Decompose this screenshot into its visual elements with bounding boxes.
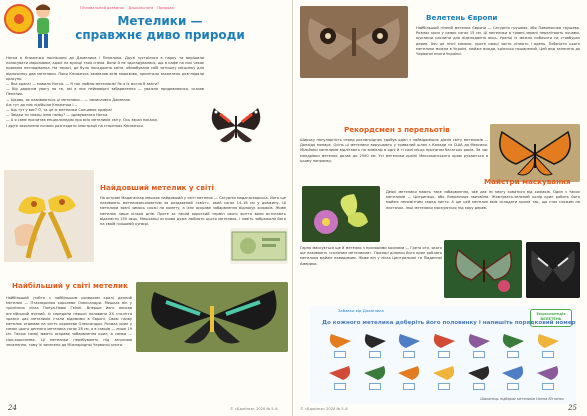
quiz-cell [359,332,391,358]
answer-box[interactable] [473,383,485,390]
butterfly-half-icon [468,334,490,348]
section-text-glasswing: Гарно маскується ще й метелик з прозорими крилами — Грета ото, якого ще називають «скляним метеликом». Прозорі ділянки його крил роблять метелика майже невидимим. Живе він у лісах Центральної та Південної Америки. [300,246,442,266]
intro-paragraph: — Звідки ти знаєш їхню назву? — здивувалася Нотка. [6,113,109,118]
intro-paragraph: Аж тут до них підійшла Книжечка і… [6,102,78,107]
red-admiral-butterfly-image [206,102,266,150]
answer-box[interactable] [438,383,450,390]
title-line-2: справжнє диво природи [75,28,245,42]
emperor-moth-photo [300,6,408,78]
butterfly-half-icon [468,366,490,380]
quiz-heading: До кожного метелика доберіть його половинку і напишіть порядковий номер [322,320,576,326]
banknote-image [230,228,288,264]
comet-moth-photo [4,170,94,262]
footer-copyright: © «Бджілка» 2020 № 5–6 [300,407,348,411]
quiz-panel [310,306,576,404]
answer-box[interactable] [403,351,415,358]
section-text-migration: Широку популярність серед рослиноїдних здобув один з найвідоміших діячів світу метеликів — Данаїда монарх. Осінь ці метелики вирушають у тривалий шлях з Канади та США до Мексики. Мільйони метеликів відлітають на зимівлю в одні й ті самі місця протягом багатьох років. За час мандрівки метелик долає до 2500 км. Усі метелики країні Мексиканського краю рухаються в цьому напрямку. [300,138,488,163]
quiz-cell [497,332,529,358]
section-title-longest: Найдовший метелик у світі [100,183,214,192]
quiz-row-bottom [324,364,564,394]
breadcrumb-item[interactable]: Дошкільнята [128,6,154,10]
cartoon-kid-illustration [30,2,56,54]
answer-box[interactable] [542,351,554,358]
intro-text [6,56,204,129]
butterfly-half-icon [398,334,420,348]
intro-paragraph: — Цікаво, як називаються ці метелики… — замислився Джмелик. [6,97,132,102]
answer-box[interactable] [438,351,450,358]
intro-paragraph: — Що тут у вас? О, та це ж метелики Сонцевик адміра! [6,108,113,113]
quiz-cell [393,332,425,358]
encyclopedia-badge: Енциклопедія ВЕЛЕТЕНЬ [530,309,572,327]
butterfly-half-icon [364,366,386,380]
section-title-camouflage: Майстри маскування [484,177,571,186]
answer-box[interactable] [507,383,519,390]
quiz-cell [428,332,460,358]
section-text-longest: На острові Мадагаскар мешкає найдовший у світі метелик — Сатурнія мадагаскарська. Його ще називають метеликом-кометою за роздвоєний «хвіст», який сягає 14–16 см у довжину. Ці метелики зовні чимось схожі на комету, а їхнє яскраве забарвлення відлякує хижаків. Живе метелик лише кілька днів. Проте за такий короткий термін свого життя вони встигають відкласти 150 яєць. Мешканці острова дуже люблять цього метелика, і навіть зображали його на своїй грошовій купюрі. [100,196,286,227]
breadcrumb-item[interactable]: Природа [157,6,174,10]
butterfly-half-icon [502,366,524,380]
quiz-cell [324,364,356,390]
answer-box[interactable] [369,383,381,390]
left-page [0,0,293,416]
footer-copyright: © «Бджілка» 2020 № 5–6 [230,407,278,411]
butterfly-half-icon [502,334,524,348]
brimstone-butterfly-photo [302,186,380,242]
intro-paragraph: — Яка краса! — мовила Нотка. — Я так люблю метеликів! Як я їх могла б звати? [6,82,160,87]
answer-box[interactable] [334,383,346,390]
quiz-cell [532,332,564,358]
quiz-row-top [324,332,564,362]
section-text-largest: Найбільший (тобто з найбільшим розмахом крил) денний метелик — Птахокрилка королеви Олександри. Мешкає він у тропічних лісах Папуа-Нової Гвінеї. Вперше його описав англійський вчений. Із середини першої половини XX століття зразки цих метеликів стали відомими в Європі. Свою назву метелик отримав на честь королеви Олександри. Розмах крил у самок цього денного метелика сягає 28 см, а в самців — лише 19 см. Також самці мають яскраве забарвлення крил, а самки — сіро-коричневе. Ці метелики перебувають під загрозою зникнення, тому їх занесено до Міжнародної Червоної книги. [6,296,132,347]
quiz-cell [359,364,391,390]
intro-paragraph: — А я саме прочитав енциклопедію про всіх метеликів світу. Ось зараз покажу. [6,118,159,123]
butterfly-half-icon [433,334,455,348]
butterfly-half-icon [537,366,559,380]
section-text-camouflage: Деякі метелики мають таке забарвлення, яке дає їм змогу ховатися від хижаків. Один з таких метеликів — Цитринець, або Лимонниця звичайна. Жовтувато-зелений колір крил робить його майже непомітним серед листя. А ще цей метелик вміє складати крила так, що стає схожим на листочок. Інші метелики маскуються під кору дерев. [386,190,580,210]
quiz-cell [324,332,356,358]
answer-box[interactable] [403,383,415,390]
monarch-butterfly-photo [490,124,580,182]
butterfly-half-icon [364,334,386,348]
birdwing-butterfly-photo [136,282,288,352]
quiz-cell [463,332,495,358]
butterfly-half-icon [433,366,455,380]
page-title [70,14,250,42]
quiz-credit: Шиканець підбирає метеликів Нанна Вітченко [480,397,564,401]
quiz-cell [497,364,529,390]
glasswing-butterfly-photo [444,240,522,298]
quiz-cell [463,364,495,390]
answer-box[interactable] [369,351,381,358]
answer-box[interactable] [473,351,485,358]
dark-butterfly-photo [526,242,580,298]
section-title-migration: Рекордсмен з перельотів [344,125,450,134]
butterfly-half-icon [398,366,420,380]
answer-box[interactable] [334,351,346,358]
page-number: 25 [568,404,577,412]
title-line-1: Метелики — [117,14,203,28]
answer-box[interactable] [507,351,519,358]
intro-paragraph: Нотка в Книжечко поспішали до Джмелика і Пенелика. Друзі зустрілися в парку та вирішили поласувати морозивом, адже на вулиці така спека. Вони й не здогадувалися, що в кафе на них чекає приємна несподіванка. На терасі, де було посаджено квіти, облюбували собі затишну місцинку для відпочинку два метелики. Поки Книжечка замовляв всім морозиво, прилітали захоплено розглядали красунь: [6,56,204,81]
section-title-largest: Найбільший у світі метелик [12,281,128,290]
butterfly-half-icon [329,334,351,348]
butterfly-half-icon [537,334,559,348]
quiz-cell [393,364,425,390]
answer-box[interactable] [542,383,554,390]
flower-icon [14,14,24,24]
page-number: 24 [8,404,17,412]
section-text-europe: Найбільший нічний метелик Європи — Сатурнія грушева, або Павиноочка грушева. Розмах крил у самок сягає 15 см. Ці метелики в травні-червні перелітають ночами, шукаючи рослини для відкладання яєць. Уранці їх можна побачити на стовбурах дерев. Хоч це нічні комахи, проте самці часто літають і вдень. Побачити цього метелика можна в Україні, майже всюди, кріпсько поширений, Цей вид занесено до Червоної книги України. [416,26,580,57]
butterfly-half-icon [329,366,351,380]
quiz-cell [428,364,460,390]
intro-paragraph: — Вір дорогим увагу на те, які в них неймовірні забарвлення — уважно придивлялися, сказав Пенелик. [6,87,204,97]
intro-paragraph: І друзі захоплено почали розглядати ілюстрації на сторінках Книжечки. [6,123,144,128]
breadcrumb [80,6,177,10]
section-title-europe: Велетень Європи [426,13,498,22]
quiz-cell [532,364,564,390]
breadcrumb-item[interactable]: Пізнавальний розвиток [80,6,125,10]
quiz-caption: Забавки від Джмелика [338,308,384,313]
